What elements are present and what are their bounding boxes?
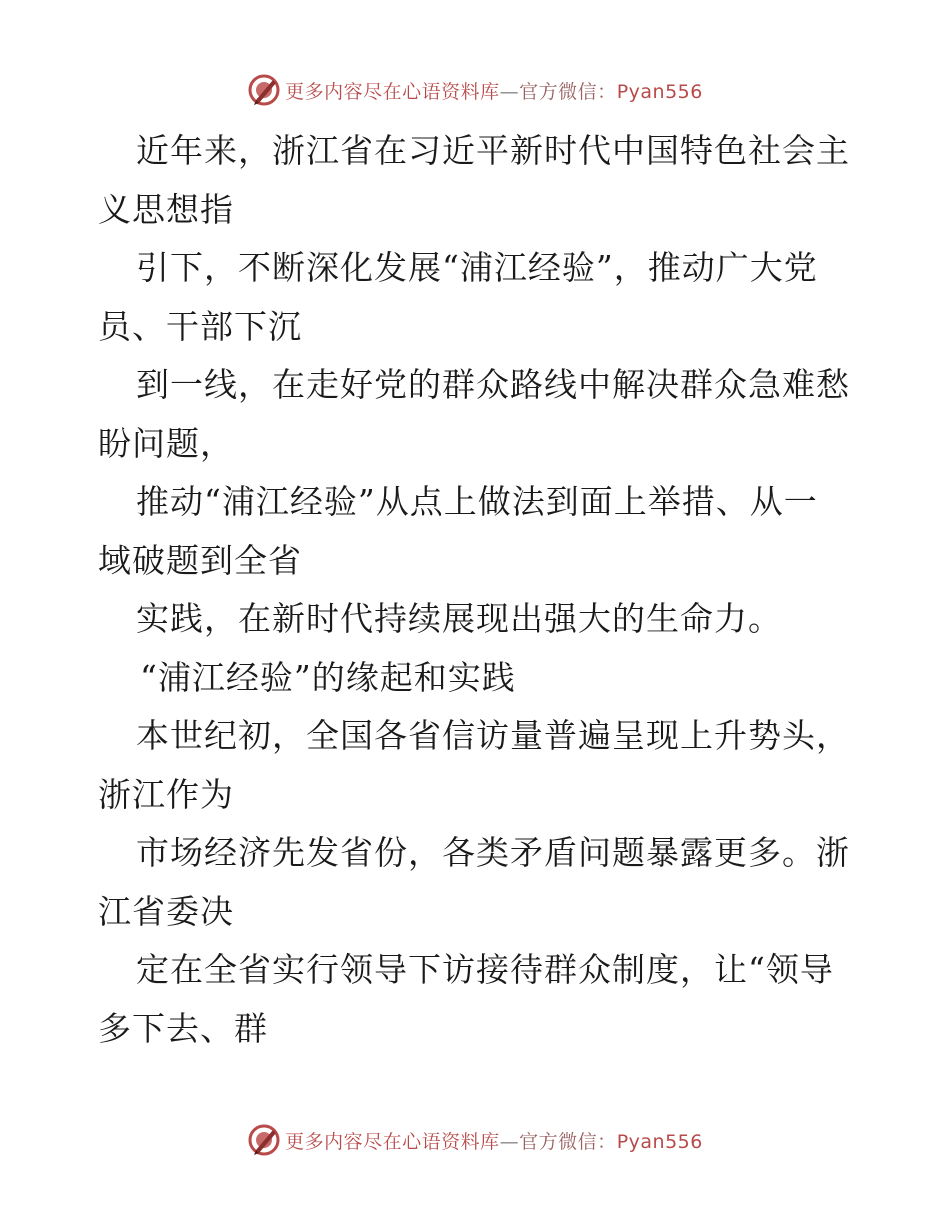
section-heading: “浦江经验”的缘起和实践 <box>140 657 516 697</box>
banner-main-text: 更多内容尽在心语资料库 <box>285 1130 500 1153</box>
banner-wechat-label: 官方微信： <box>519 1130 617 1153</box>
pen-circle-logo-icon <box>247 73 281 107</box>
paragraph-line: 引下，不断深化发展“浦江经验”，推动广大党 <box>136 248 818 287</box>
header-banner <box>0 70 950 110</box>
paragraph-line: 定在全省实行领导下访接待群众制度，让“领导 <box>136 950 834 989</box>
footer-banner-inner <box>247 1123 703 1157</box>
paragraph-line: 推动“浦江经验”从点上做法到面上举措、从一 <box>136 482 818 521</box>
banner-dash: — <box>499 1130 520 1153</box>
paragraph-line: 近年来，浙江省在习近平新时代中国特色社会主 <box>136 131 850 170</box>
footer-banner-text <box>285 1127 703 1154</box>
paragraph-line: 域破题到全省 <box>98 540 302 580</box>
paragraph-line: 江省委决 <box>98 891 234 931</box>
footer-banner <box>0 1120 950 1160</box>
paragraph-line: 盼问题， <box>98 423 234 463</box>
document-body <box>98 122 858 1058</box>
banner-dash: — <box>499 80 520 103</box>
paragraph-line: 义思想指 <box>98 189 234 229</box>
paragraph-line: 浙江作为 <box>98 774 234 814</box>
header-banner-inner <box>247 73 703 107</box>
banner-wechat-id: Pyan556 <box>616 1130 703 1153</box>
paragraph-line: 多下去、群 <box>98 1008 268 1048</box>
paragraph-line: 本世纪初，全国各省信访量普遍呈现上升势头， <box>136 716 850 755</box>
banner-main-text: 更多内容尽在心语资料库 <box>285 80 500 103</box>
paragraph-line: 员、干部下沉 <box>98 306 302 346</box>
paragraph-line: 实践，在新时代持续展现出强大的生命力。 <box>136 599 782 638</box>
banner-wechat-id: Pyan556 <box>616 80 703 103</box>
banner-wechat-label: 官方微信： <box>519 80 617 103</box>
paragraph-line: 到一线，在走好党的群众路线中解决群众急难愁 <box>136 365 850 404</box>
pen-circle-logo-icon <box>247 1123 281 1157</box>
paragraph-line: 市场经济先发省份，各类矛盾问题暴露更多。浙 <box>136 833 850 872</box>
header-banner-text <box>285 77 703 104</box>
